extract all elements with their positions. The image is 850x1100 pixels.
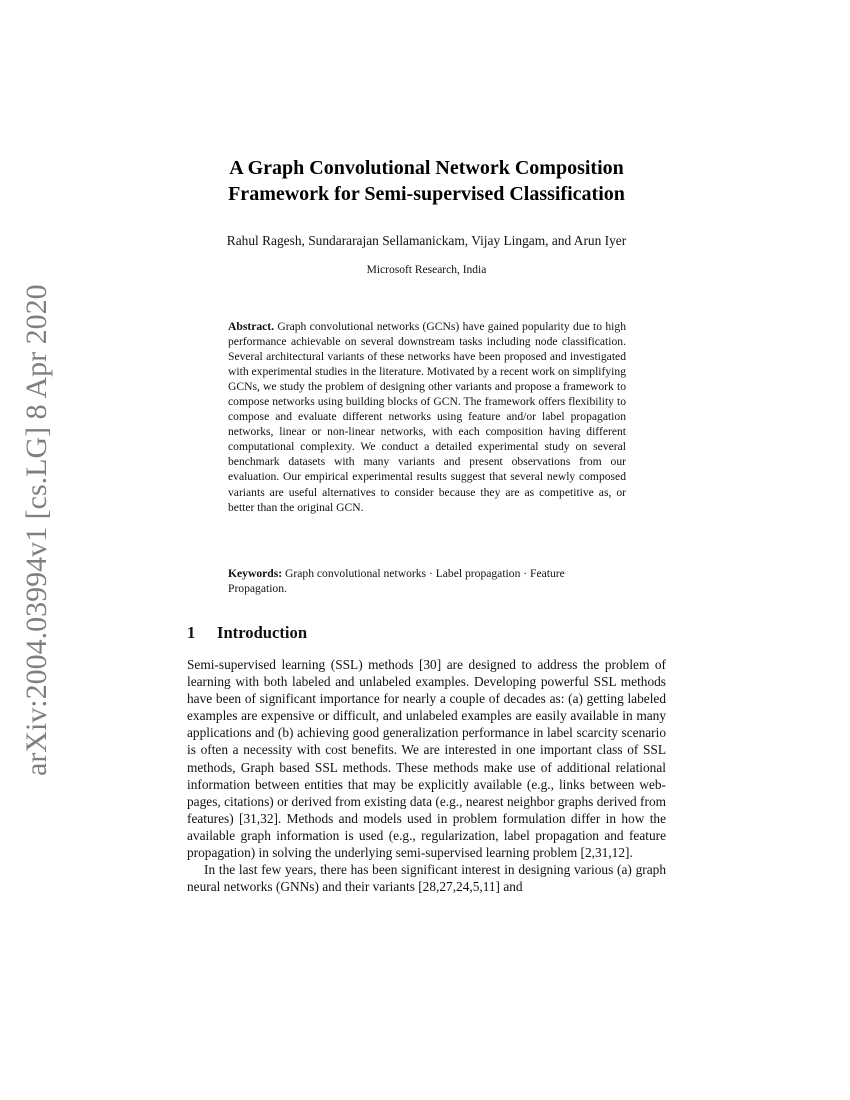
abstract-block — [228, 319, 626, 515]
author-list: Rahul Ragesh, Sundararajan Sellamanickam, Vijay Lingam, and Arun Iyer — [226, 233, 627, 248]
keywords-block — [228, 566, 626, 596]
title-line-1: A Graph Convolutional Network Composition — [229, 157, 624, 179]
abstract-text: Graph convolutional networks (GCNs) have gained popularity due to high performance achievable on several downstream tasks including node classification. Several architectural variants of these networks have been proposed and investigated with experimental studies in the literature. Motivated by a recent work on simplifying GCNs, we study the problem of designing other variants and propose a framework to compose networks using building blocks of GCN. The framework offers flexibility to compose and evaluate different networks using feature and/or label propagation networks, linear or non-linear networks, with each composition having different computational complexity. We conduct a detailed experimental study on several benchmark datasets with many variants and present observations from our evaluation. Our empirical experimental results suggest that several newly composed variants are useful alternatives to consider because they are as competitive as, or better than the original GCN. — [228, 320, 626, 514]
paper-title — [187, 155, 666, 207]
title-line-2: Framework for Semi-supervised Classification — [228, 183, 625, 205]
affiliation: Microsoft Research, India — [366, 264, 487, 276]
introduction-paragraph-1: Semi-supervised learning (SSL) methods [30] are designed to address the problem of learning with both labeled and unlabeled examples. Developing powerful SSL methods have been of significant importance for nearly a couple of decades as: (a) getting labeled examples are expensive or difficult, and unlabeled examples are easily available in many applications and (b) achieving good generalization performance in label scarcity scenario is often a necessity with cost benefits. We are interested in one important class of SSL methods, Graph based SSL methods. These methods make use of additional relational information between entities that may be explicitly available (e.g., links between web-pages, citations) or derived from existing data (e.g., nearest neighbor graphs derived from features) [31,32]. Methods and models used in problem formulation differ in how the available graph information is used (e.g., regularization, label propagation and feature propagation) in solving the underlying semi-supervised learning problem [2,31,12]. — [187, 657, 666, 861]
keywords-label: Keywords: — [228, 567, 283, 580]
section-title: Introduction — [217, 623, 308, 642]
abstract-label: Abstract. — [228, 320, 275, 333]
section-number: 1 — [187, 623, 196, 642]
arxiv-identifier: arXiv:2004.03994v1 [cs.LG] 8 Apr 2020 — [20, 284, 53, 776]
section-heading-introduction — [187, 622, 666, 644]
introduction-body — [187, 656, 666, 895]
keywords-text: Graph convolutional networks · Label propagation · Feature Propagation. — [228, 567, 565, 596]
introduction-paragraph-2: In the last few years, there has been significant interest in designing various (a) graph neural networks (GNNs) and their variants [28,27,24,5,11] and — [187, 862, 666, 895]
